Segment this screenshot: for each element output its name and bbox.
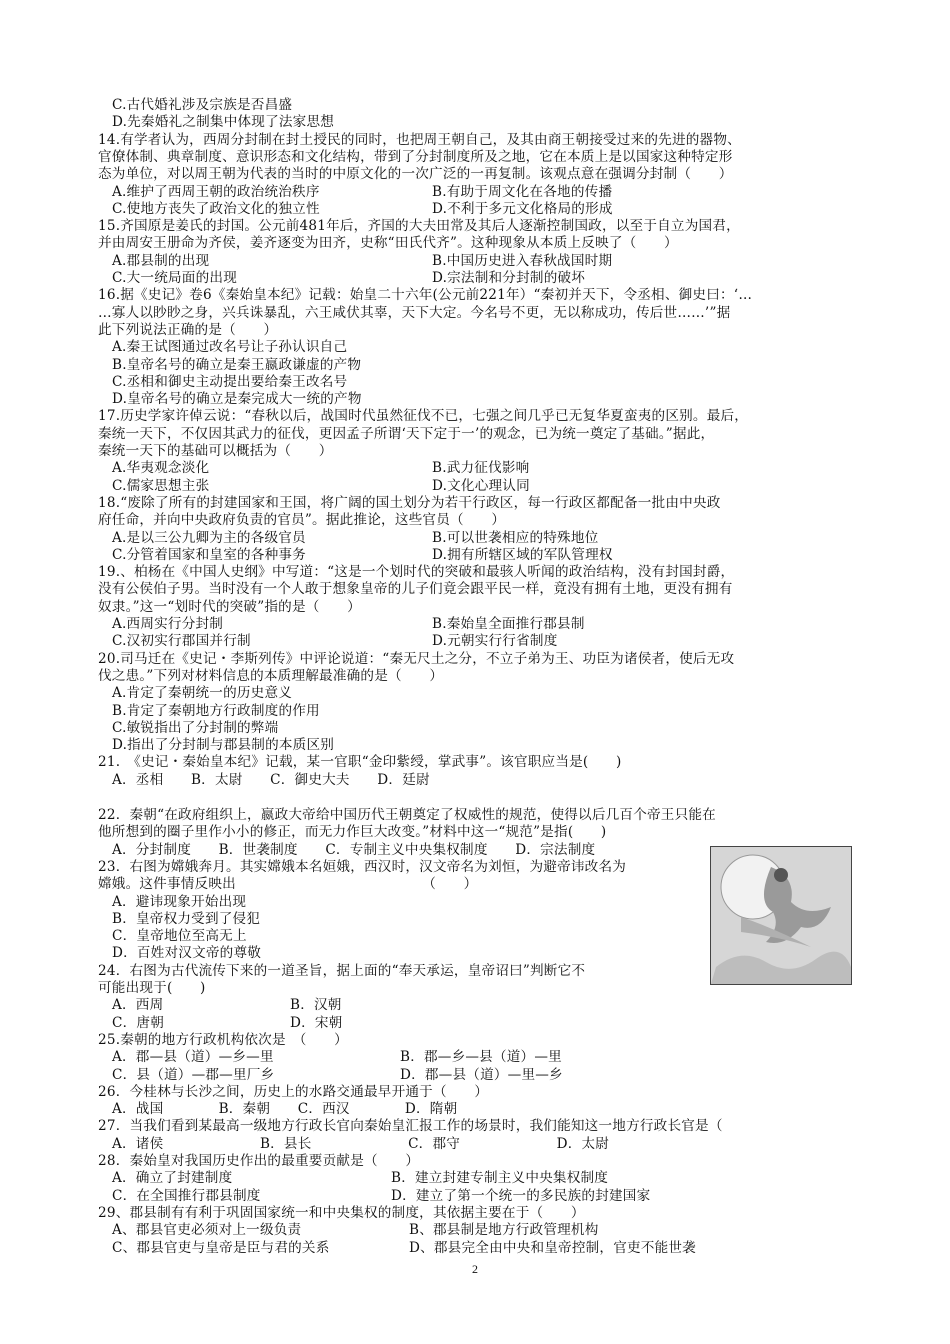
- text-line: A．丞相 B．太尉 C．御史大夫 D．廷尉: [112, 771, 430, 788]
- text-line: A．分封制度 B．世袭制度 C．专制主义中央集权制度 D．宗法制度: [112, 841, 596, 858]
- text-line: 14.有学者认为，西周分封制在封土授民的同时，也把周王朝自己，及其由商王朝接受过来的先进的器物、: [98, 131, 741, 148]
- text-line: C．在全国推行郡县制度: [112, 1187, 261, 1204]
- text-line: 15.齐国原是姜氏的封国。公元前481年后，齐国的大夫田常及其后人逐渐控制国政，以至于自立为国君，: [98, 218, 740, 235]
- option-right: D.宗法制和分封制的破坏: [432, 270, 586, 286]
- text-line: A．郡—县（道）—乡—里: [112, 1049, 274, 1066]
- text-line: B.皇帝名号的确立是秦王嬴政谦虚的产物: [112, 356, 362, 373]
- option-right: B．郡—乡—县（道）—里: [400, 1049, 562, 1066]
- text-line: D．百姓对汉文帝的尊敬: [112, 945, 262, 962]
- option-right: B．汉朝: [290, 997, 342, 1014]
- option-right: D.文化心理认同: [432, 477, 530, 494]
- text-line: A.是以三公九卿为主的各级官员: [112, 529, 306, 546]
- text-line: 29、郡县制有有利于巩固国家统一和中央集权的制度，其依据主要在于（ ）: [98, 1204, 585, 1221]
- text-line: C.敏锐指出了分封制的弊端: [112, 719, 279, 736]
- text-line: B．皇帝权力受到了侵犯: [112, 910, 261, 927]
- text-line: 21. 《史记・秦始皇本纪》记载，某一官职“金印紫绶，掌武事”。该官职应当是( ): [98, 754, 622, 771]
- option-right: D.不利于多元文化格局的形成: [432, 200, 613, 217]
- text-line: A、郡县官吏必须对上一级负责: [112, 1222, 302, 1239]
- text-line: 23．右图为嫦娥奔月。其实嫦娥本名姮娥，西汉时，汉文帝名为刘恒，为避帝讳改名为: [98, 858, 627, 875]
- text-line: C．皇帝地位至高无上: [112, 928, 247, 945]
- text-line: A.郡县制的出现: [112, 252, 210, 269]
- text-line: 25.秦朝的地方行政机构依次是 （ ）: [98, 1031, 348, 1048]
- text-line: A．战国 B．秦朝 C．西汉 D．隋朝: [112, 1101, 458, 1118]
- text-line: …寡人以眇眇之身，兴兵诛暴乱，六王咸伏其辜，天下大定。今名号不更，无以称成功，传后世……’”据: [98, 304, 731, 321]
- text-line: 24．右图为古代流传下来的一道圣旨，据上面的“奉天承运，皇帝诏曰”判断它不: [98, 962, 586, 979]
- text-line: C.分管着国家和皇室的各种事务: [112, 546, 306, 563]
- text-line: C.古代婚礼涉及宗族是否昌盛: [112, 97, 293, 113]
- text-line: D.指出了分封制与郡县制的本质区别: [112, 737, 335, 754]
- option-right: B．建立封建专制主义中央集权制度: [391, 1170, 609, 1187]
- text-line: 秦统一天下的基础可以概括为（ ）: [98, 443, 333, 459]
- text-line: 府任命，并向中央政府负责的官员”。据此推论，这些官员（ ）: [98, 512, 506, 529]
- option-right: B.有助于周文化在各地的传播: [432, 183, 613, 200]
- text-line: C.使地方丧失了政治文化的独立性: [112, 200, 320, 217]
- option-right: D.元朝实行行省制度: [432, 633, 558, 650]
- text-line: C.儒家思想主张: [112, 477, 210, 494]
- text-line: A.秦王试图通过改名号让子孙认识自己: [112, 339, 348, 356]
- text-line: A.维护了西周王朝的政治统治秩序: [112, 183, 320, 200]
- text-line: 20.司马迁在《史记・李斯列传》中评论说道：“秦无尺土之分，不立子弟为王、功臣为诸侯者，使后无攻: [98, 650, 735, 667]
- text-line: C.丞相和御史主动提出要给秦王改名号: [112, 373, 348, 390]
- option-right: B.武力征伐影响: [432, 460, 530, 477]
- text-line: A.华夷观念淡化: [112, 460, 210, 477]
- text-line: 没有公侯伯子男。当时没有一个人敢于想象皇帝的儿子们竟会跟平民一样，竟没有拥有土地，更没有拥有: [98, 581, 733, 598]
- text-line: C.大一统局面的出现: [112, 270, 237, 286]
- text-line: D.皇帝名号的确立是秦完成大一统的产物: [112, 391, 362, 408]
- option-right: B.可以世袭相应的特殊地位: [432, 529, 599, 546]
- text-line: 并由周安王册命为齐侯，姜齐逐变为田齐，史称“田氏代齐”。这种现象从本质上反映了（ ）: [98, 235, 678, 252]
- text-line: A．确立了封建制度: [112, 1170, 233, 1187]
- option-right: D.拥有所辖区域的军队管理权: [432, 546, 613, 563]
- text-line: 16.据《史记》卷6《秦始皇本纪》记载：始皇二十六年(公元前221年）“秦初并天下，令丞相、御史曰：‘…: [98, 287, 753, 304]
- text-line: 18.“废除了所有的封建国家和王国，将广阔的国土划分为若干行政区，每一行政区都配备一批由中央政: [98, 494, 721, 511]
- text-line: 他所想到的圈子里作小小的修正，而无力作巨大改变。”材料中这一“规范”是指( ): [98, 824, 607, 841]
- option-right: D．宋朝: [290, 1014, 343, 1031]
- text-line: 此下列说法正确的是（ ）: [98, 321, 278, 338]
- text-line: 22．秦朝“在政府组织上，嬴政大帝给中国历代王朝奠定了权威性的规范，使得以后几百个帝王只能在: [98, 807, 716, 823]
- text-line: 官僚体制、典章制度、意识形态和文化结构，带到了分封制度所及之地，它在本质上是以国家这种特定形: [98, 148, 733, 165]
- option-right: D．建立了第一个统一的多民族的封建国家: [391, 1187, 651, 1204]
- text-line: A．避讳现象开始出现: [112, 893, 247, 910]
- text-line: 奴隶。”这一“划时代的突破”指的是（ ）: [98, 598, 361, 615]
- text-line: A．西周: [112, 997, 164, 1014]
- text-line: 28．秦始皇对我国历史作出的最重要贡献是（ ）: [98, 1153, 420, 1169]
- text-line: 秦统一天下，不仅因其武力的征伐，更因孟子所谓‘天下定于一’的观念，已为统一奠定了基础。”据此，: [98, 425, 715, 442]
- text-line: D.先秦婚礼之制集中体现了法家思想: [112, 114, 335, 131]
- text-line: 可能出现于( ): [98, 980, 206, 996]
- text-line: 伐之患。”下列对材料信息的本质理解最准确的是（ ）: [98, 667, 444, 684]
- text-line: 嫦娥。这件事情反映出 （ ）: [98, 876, 478, 893]
- text-line: A．诸侯 B．县长 C．郡守 D．太尉: [112, 1135, 610, 1152]
- page-number: 2: [472, 1262, 478, 1276]
- text-line: C.汉初实行郡国并行制: [112, 633, 251, 650]
- option-right: D．郡—县（道）—里—乡: [400, 1066, 563, 1083]
- text-line: 27．当我们看到某最高一级地方行政长官向秦始皇汇报工作的场景时，我们能知这一地方行政长官是（: [98, 1118, 723, 1135]
- option-right: B.秦始皇全面推行郡县制: [432, 616, 585, 632]
- option-right: B.中国历史进入春秋战国时期: [432, 252, 613, 269]
- text-line: 17.历史学家许倬云说：“春秋以后，战国时代虽然征伐不已，七强之间几乎已无复华夏蛮夷的区别。最后，: [98, 408, 749, 425]
- text-line: 态为单位，对以周王朝为代表的当时的中原文化的一次广泛的一再复制。该观点意在强调分封制（ ）: [98, 166, 733, 183]
- text-line: C、郡县官吏与皇帝是臣与君的关系: [112, 1239, 330, 1256]
- text-line: C．县（道）—郡—里厂乡: [112, 1066, 275, 1083]
- text-line: A.肯定了秦朝统一的历史意义: [112, 685, 293, 702]
- text-line: B.肯定了秦朝地方行政制度的作用: [112, 702, 320, 719]
- change-flying-to-moon-image: [710, 846, 852, 985]
- text-line: A.西周实行分封制: [112, 616, 224, 632]
- text-line: 26．今桂林与长沙之间，历史上的水路交通最早开通于（ ）: [98, 1083, 489, 1100]
- option-right: B、郡县制是地方行政管理机构: [409, 1222, 599, 1239]
- option-right: D、郡县完全由中央和皇帝控制，官吏不能世袭: [409, 1239, 696, 1256]
- text-line: 19.、柏杨在《中国人史纲》中写道：“这是一个划时代的突破和最骇人听闻的政治结构，没有封国封爵，: [98, 564, 735, 581]
- text-line: C．唐朝: [112, 1014, 164, 1031]
